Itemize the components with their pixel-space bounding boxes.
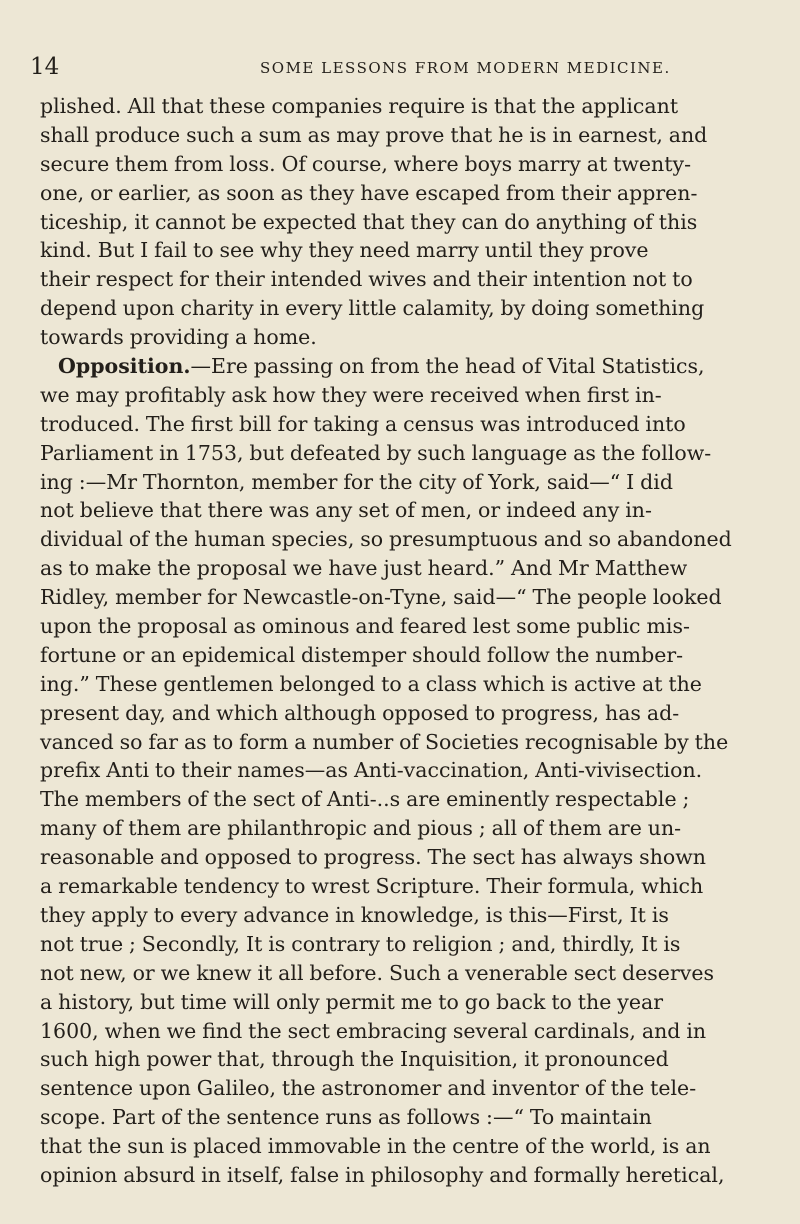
paragraph-1 bbox=[40, 92, 790, 352]
text-line: opinion absurd in itself, false in philosophy and formally heretical, bbox=[40, 1162, 725, 1187]
text-line: fortune or an epidemical distemper should follow the number- bbox=[40, 642, 684, 667]
text-line: vanced so far as to form a number of Societies recognisable by the bbox=[40, 729, 729, 754]
text-line: plished. All that these companies require is that the applicant bbox=[40, 94, 679, 118]
text-line: scope. Part of the sentence runs as follows :—“ To maintain bbox=[40, 1105, 652, 1130]
text-line: they apply to every advance in knowledge, is this—First, It is bbox=[40, 902, 669, 927]
text-line: ing :—Mr Thornton, member for the city of York, said—“ I did bbox=[40, 469, 673, 494]
text-line: their respect for their intended wives and their intention not to bbox=[40, 267, 693, 292]
body-text bbox=[40, 92, 790, 1190]
text-line: not new, or we knew it all before. Such a venerable sect deserves bbox=[40, 960, 714, 985]
text-line: a history, but time will only permit me to go back to the year bbox=[40, 989, 664, 1014]
text-line: sentence upon Galileo, the astronomer and inventor of the tele- bbox=[40, 1076, 697, 1101]
text-line: reasonable and opposed to progress. The sect has always shown bbox=[40, 845, 706, 870]
text-line: upon the proposal as ominous and feared lest some public mis- bbox=[40, 614, 690, 639]
text-run: —Ere passing on from the head of Vital Statistics, bbox=[190, 354, 705, 379]
text-line: that the sun is placed immovable in the centre of the world, is an bbox=[40, 1134, 711, 1159]
paragraph-2 bbox=[40, 352, 790, 1190]
text-line: present day, and which although opposed to progress, has ad- bbox=[40, 700, 680, 725]
paragraph-first-line bbox=[40, 352, 790, 381]
running-title: SOME LESSONS FROM MODERN MEDICINE. bbox=[260, 59, 671, 77]
page-number: 14 bbox=[30, 54, 60, 80]
side-heading: Opposition. bbox=[58, 354, 191, 379]
text-line: secure them from loss. Of course, where boys marry at twenty- bbox=[40, 151, 692, 176]
running-head bbox=[0, 50, 800, 84]
text-line: not believe that there was any set of men, or indeed any in- bbox=[40, 498, 652, 523]
text-line: Ridley, member for Newcastle-on-Tyne, said—“ The people looked bbox=[40, 585, 722, 610]
text-line: not true ; Secondly, It is contrary to religion ; and, thirdly, It is bbox=[40, 931, 681, 956]
text-line: many of them are philanthropic and pious ; all of them are un- bbox=[40, 816, 682, 841]
text-line: towards providing a home. bbox=[40, 325, 317, 350]
text-line: kind. But I fail to see why they need marry until they prove bbox=[40, 238, 649, 263]
text-line: dividual of the human species, so presumptuous and so abandoned bbox=[40, 527, 732, 552]
text-line: Parliament in 1753, but defeated by such language as the follow- bbox=[40, 440, 712, 465]
text-line: we may profitably ask how they were received when first in- bbox=[40, 382, 662, 407]
text-line: The members of the sect of Anti-..s are eminently respectable ; bbox=[40, 787, 690, 812]
text-line: as to make the proposal we have just heard.” And Mr Matthew bbox=[40, 556, 688, 581]
text-line: prefix Anti to their names—as Anti-vaccination, Anti-vivisection. bbox=[40, 758, 703, 783]
text-line: ticeship, it cannot be expected that they can do anything of this bbox=[40, 209, 698, 234]
text-line: depend upon charity in every little calamity, by doing something bbox=[40, 296, 705, 321]
text-line: 1600, when we find the sect embracing several cardinals, and in bbox=[40, 1018, 707, 1043]
text-line: ing.” These gentlemen belonged to a class which is active at the bbox=[40, 671, 702, 696]
text-line: one, or earlier, as soon as they have escaped from their appren- bbox=[40, 180, 698, 205]
text-line: such high power that, through the Inquisition, it pronounced bbox=[40, 1047, 669, 1072]
text-line: shall produce such a sum as may prove that he is in earnest, and bbox=[40, 122, 708, 147]
text-line: a remarkable tendency to wrest Scripture. Their formula, which bbox=[40, 874, 704, 899]
text-line: troduced. The first bill for taking a census was introduced into bbox=[40, 411, 686, 436]
